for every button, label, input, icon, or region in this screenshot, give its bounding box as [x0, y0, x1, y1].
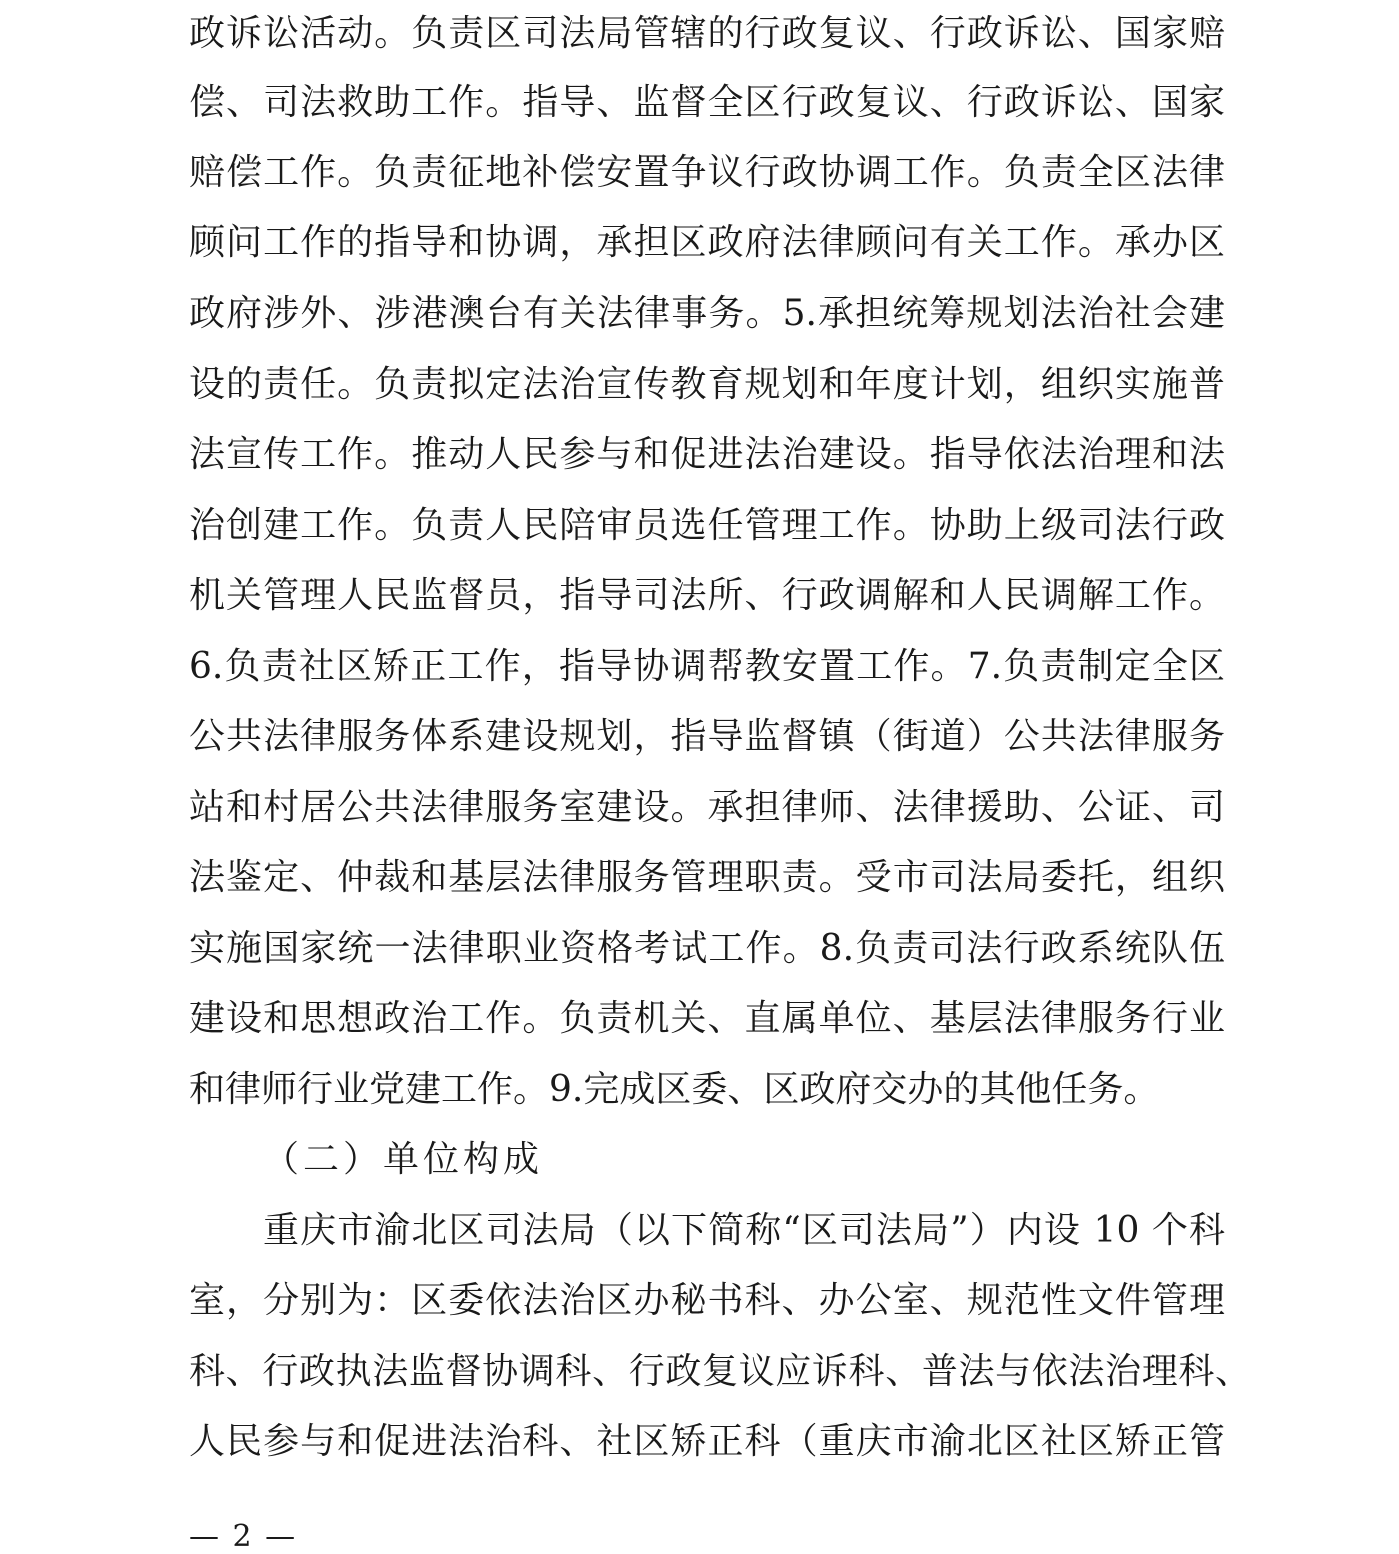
section-line-1: 重庆市渝北区司法局（以下简称“区司法局”）内设 10 个科: [263, 1210, 1225, 1251]
body-line-1: 政诉讼活动。负责区司法局管辖的行政复议、行政诉讼、国家赔: [189, 13, 1225, 54]
body-line-15: 建设和思想政治工作。负责机关、直属单位、基层法律服务行业: [189, 998, 1225, 1039]
section-line-4: 人民参与和促进法治科、社区矫正科（重庆市渝北区社区矫正管: [189, 1421, 1225, 1462]
section-line-2: 室，分别为：区委依法治区办秘书科、办公室、规范性文件管理: [189, 1280, 1225, 1321]
body-line-4: 顾问工作的指导和协调，承担区政府法律顾问有关工作。承办区: [189, 222, 1225, 263]
section-heading: （二）单位构成: [263, 1139, 544, 1180]
body-line-8: 治创建工作。负责人民陪审员选任管理工作。协助上级司法行政: [189, 505, 1225, 546]
body-line-11: 公共法律服务体系建设规划，指导监督镇（街道）公共法律服务: [189, 716, 1225, 757]
body-line-14: 实施国家统一法律职业资格考试工作。8.负责司法行政系统队伍: [189, 928, 1225, 969]
body-line-10: 6.负责社区矫正工作，指导协调帮教安置工作。7.负责制定全区: [189, 646, 1225, 687]
body-line-9: 机关管理人民监督员，指导司法所、行政调解和人民调解工作。: [189, 575, 1225, 616]
body-line-16: 和律师行业党建工作。9.完成区委、区政府交办的其他任务。: [189, 1069, 1160, 1110]
body-line-12: 站和村居公共法律服务室建设。承担律师、法律援助、公证、司: [189, 787, 1225, 828]
body-line-5: 政府涉外、涉港澳台有关法律事务。5.承担统筹规划法治社会建: [189, 293, 1225, 334]
body-line-7: 法宣传工作。推动人民参与和促进法治建设。指导依法治理和法: [189, 434, 1225, 475]
body-line-3: 赔偿工作。负责征地补偿安置争议行政协调工作。负责全区法律: [189, 152, 1225, 193]
section-line-3: 科、行政执法监督协调科、行政复议应诉科、普法与依法治理科、: [189, 1351, 1251, 1392]
body-line-6: 设的责任。负责拟定法治宣传教育规划和年度计划，组织实施普: [189, 364, 1225, 405]
page-number: — 2 —: [189, 1519, 298, 1554]
body-line-2: 偿、司法救助工作。指导、监督全区行政复议、行政诉讼、国家: [189, 82, 1225, 123]
body-line-13: 法鉴定、仲裁和基层法律服务管理职责。受市司法局委托，组织: [189, 857, 1225, 898]
